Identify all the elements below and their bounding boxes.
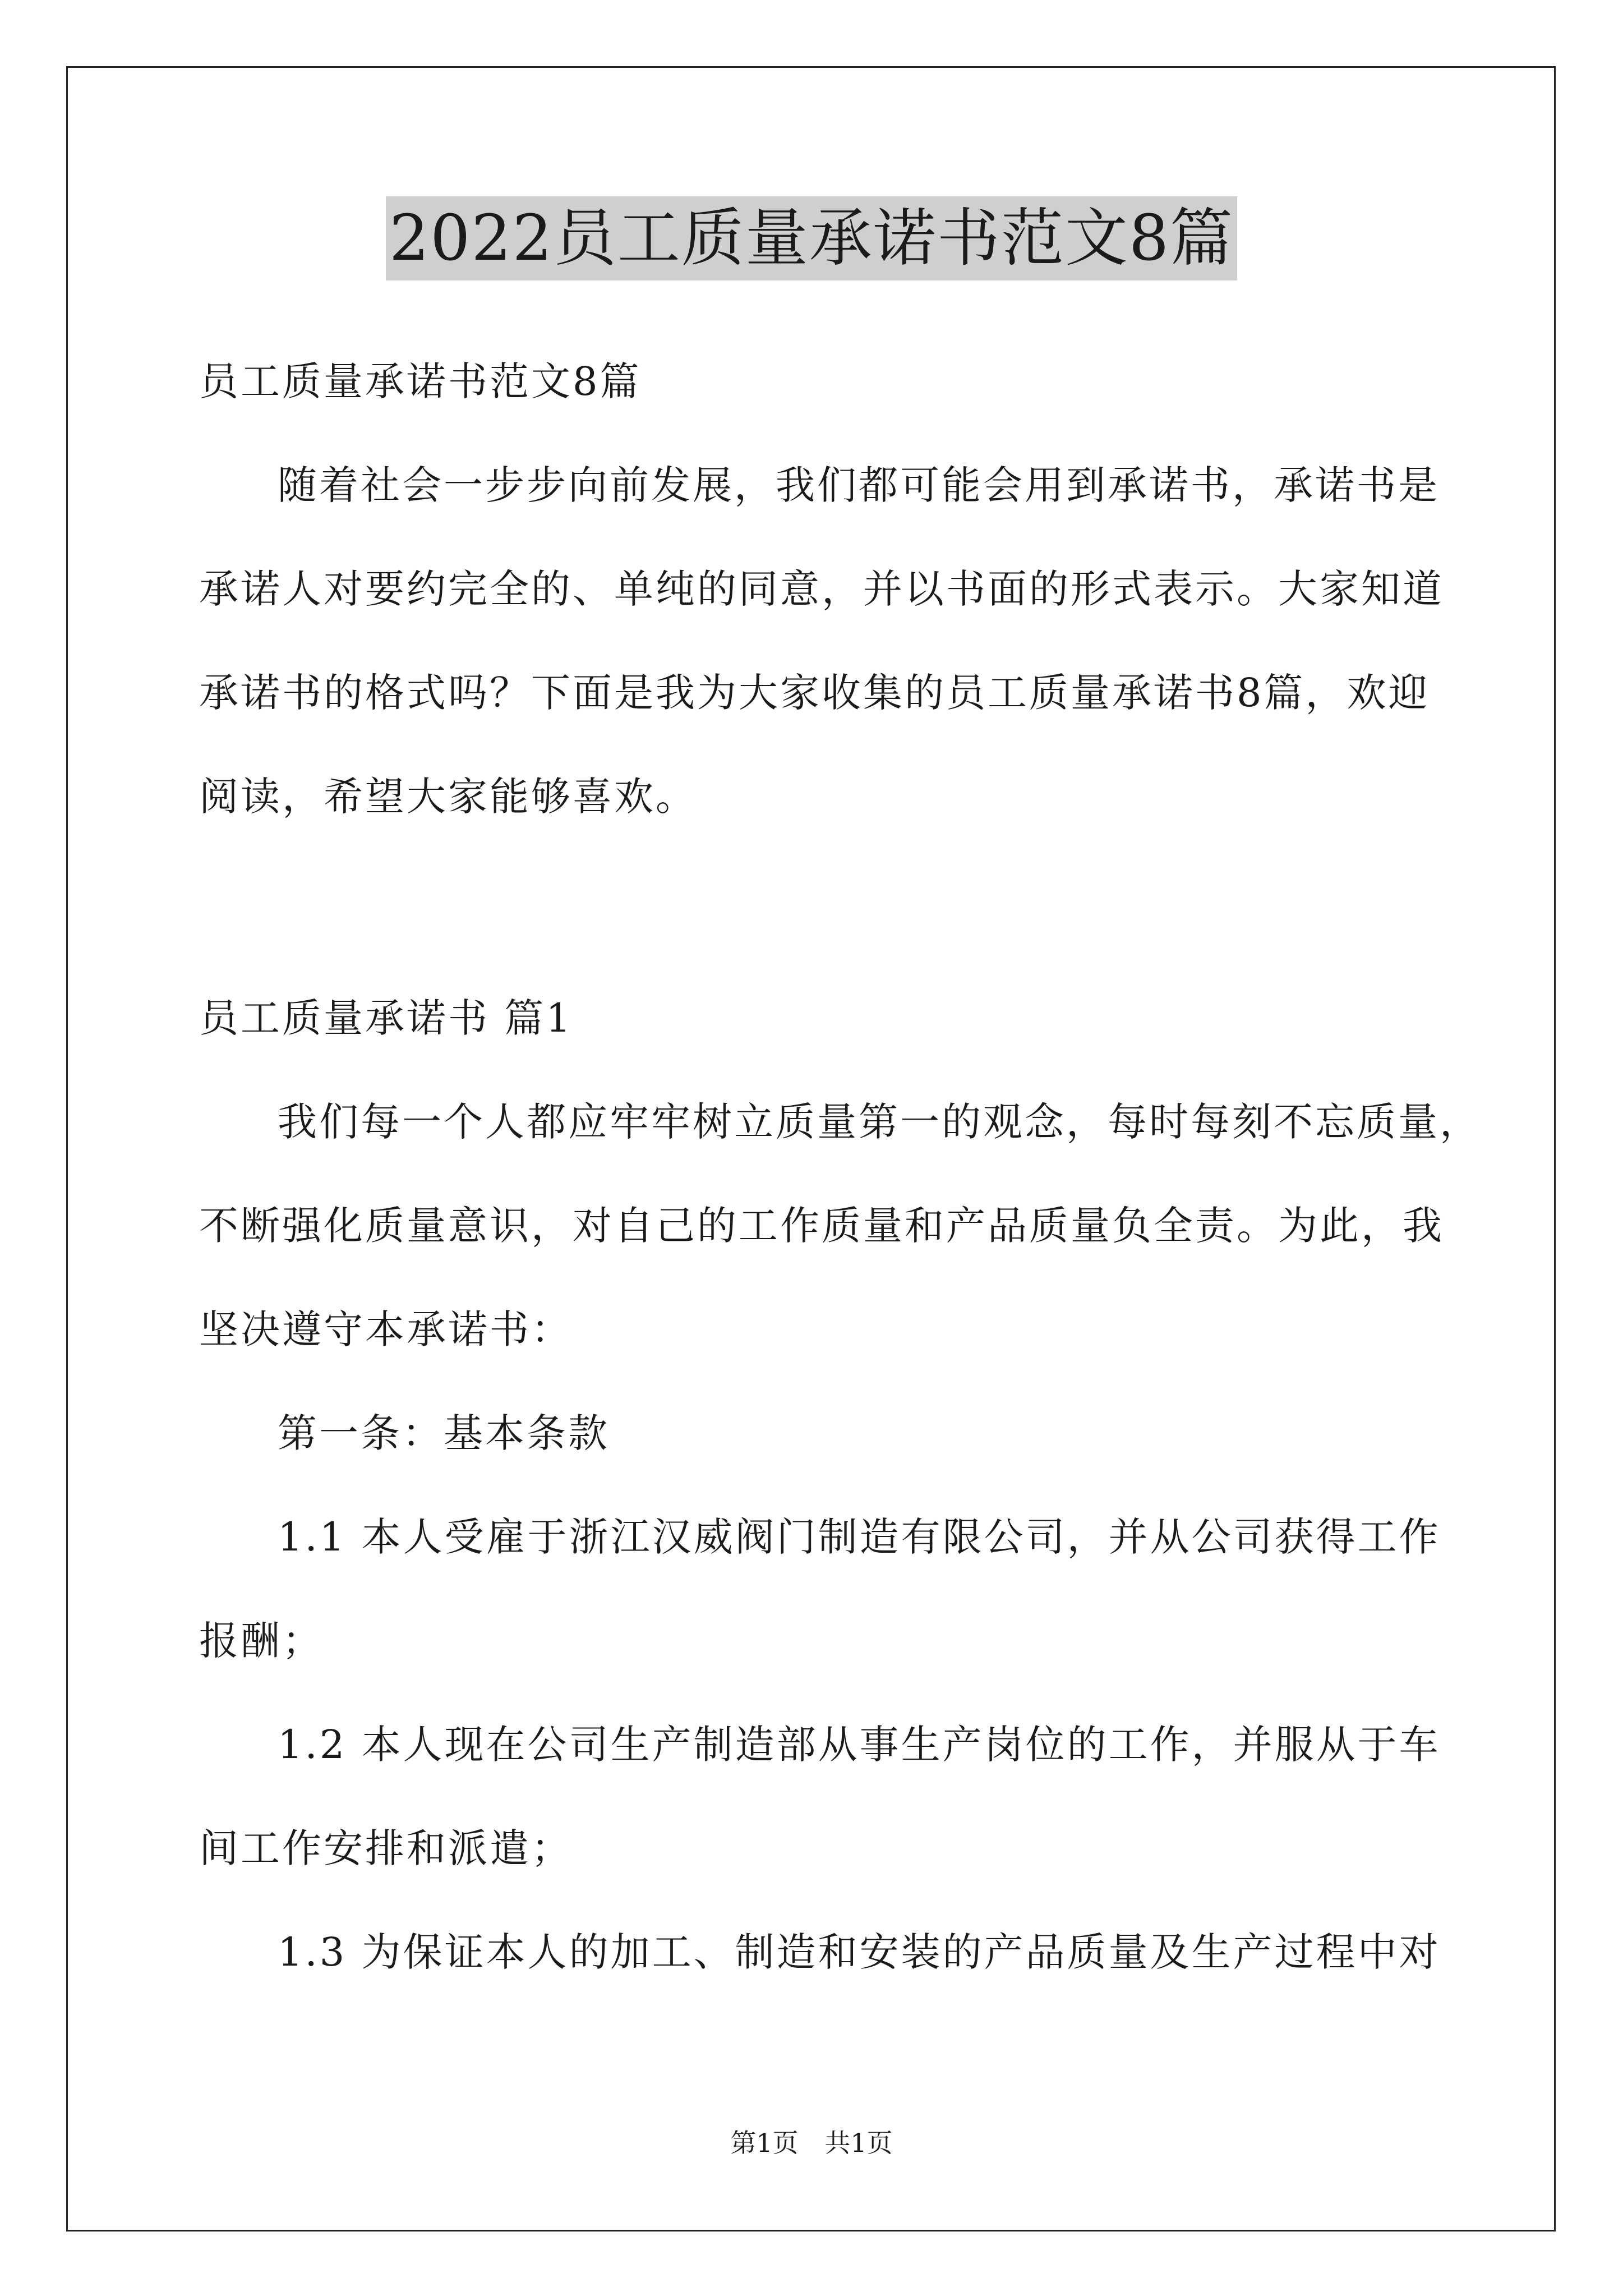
paragraph-line: 坚决遵守本承诺书：	[199, 1306, 573, 1352]
paragraph-line: 1.2 本人现在公司生产制造部从事生产岗位的工作，并服从于车	[278, 1722, 1441, 1768]
paragraph-line: 我们每一个人都应牢牢树立质量第一的观念，每时每刻不忘质量，	[278, 1099, 1481, 1145]
document-title: 2022员工质量承诺书范文8篇	[386, 196, 1237, 280]
paragraph-line: 阅读，希望大家能够喜欢。	[199, 774, 697, 820]
paragraph-line: 随着社会一步步向前发展，我们都可能会用到承诺书，承诺书是	[278, 462, 1440, 508]
page-footer	[0, 2126, 1623, 2160]
title-container	[0, 196, 1623, 280]
paragraph-line: 不断强化质量意识，对自己的工作质量和产品质量负全责。为此，我	[199, 1203, 1444, 1249]
paragraph-line: 报酬；	[199, 1618, 324, 1664]
paragraph-line: 承诺书的格式吗？下面是我为大家收集的员工质量承诺书8篇，欢迎	[199, 670, 1430, 716]
section-heading: 员工质量承诺书 篇1	[199, 995, 573, 1041]
subtitle-line: 员工质量承诺书范文8篇	[199, 358, 642, 404]
paragraph-line: 1.1 本人受雇于浙江汉威阀门制造有限公司，并从公司获得工作	[278, 1514, 1441, 1560]
paragraph-line: 1.3 为保证本人的加工、制造和安装的产品质量及生产过程中对	[278, 1929, 1441, 1975]
paragraph-line: 承诺人对要约完全的、单纯的同意，并以书面的形式表示。大家知道	[199, 566, 1444, 612]
page-number: 第1页	[730, 2128, 799, 2158]
paragraph-line: 间工作安排和派遣；	[199, 1825, 573, 1871]
page-total: 共1页	[824, 2128, 893, 2158]
clause-heading: 第一条：基本条款	[278, 1410, 610, 1456]
